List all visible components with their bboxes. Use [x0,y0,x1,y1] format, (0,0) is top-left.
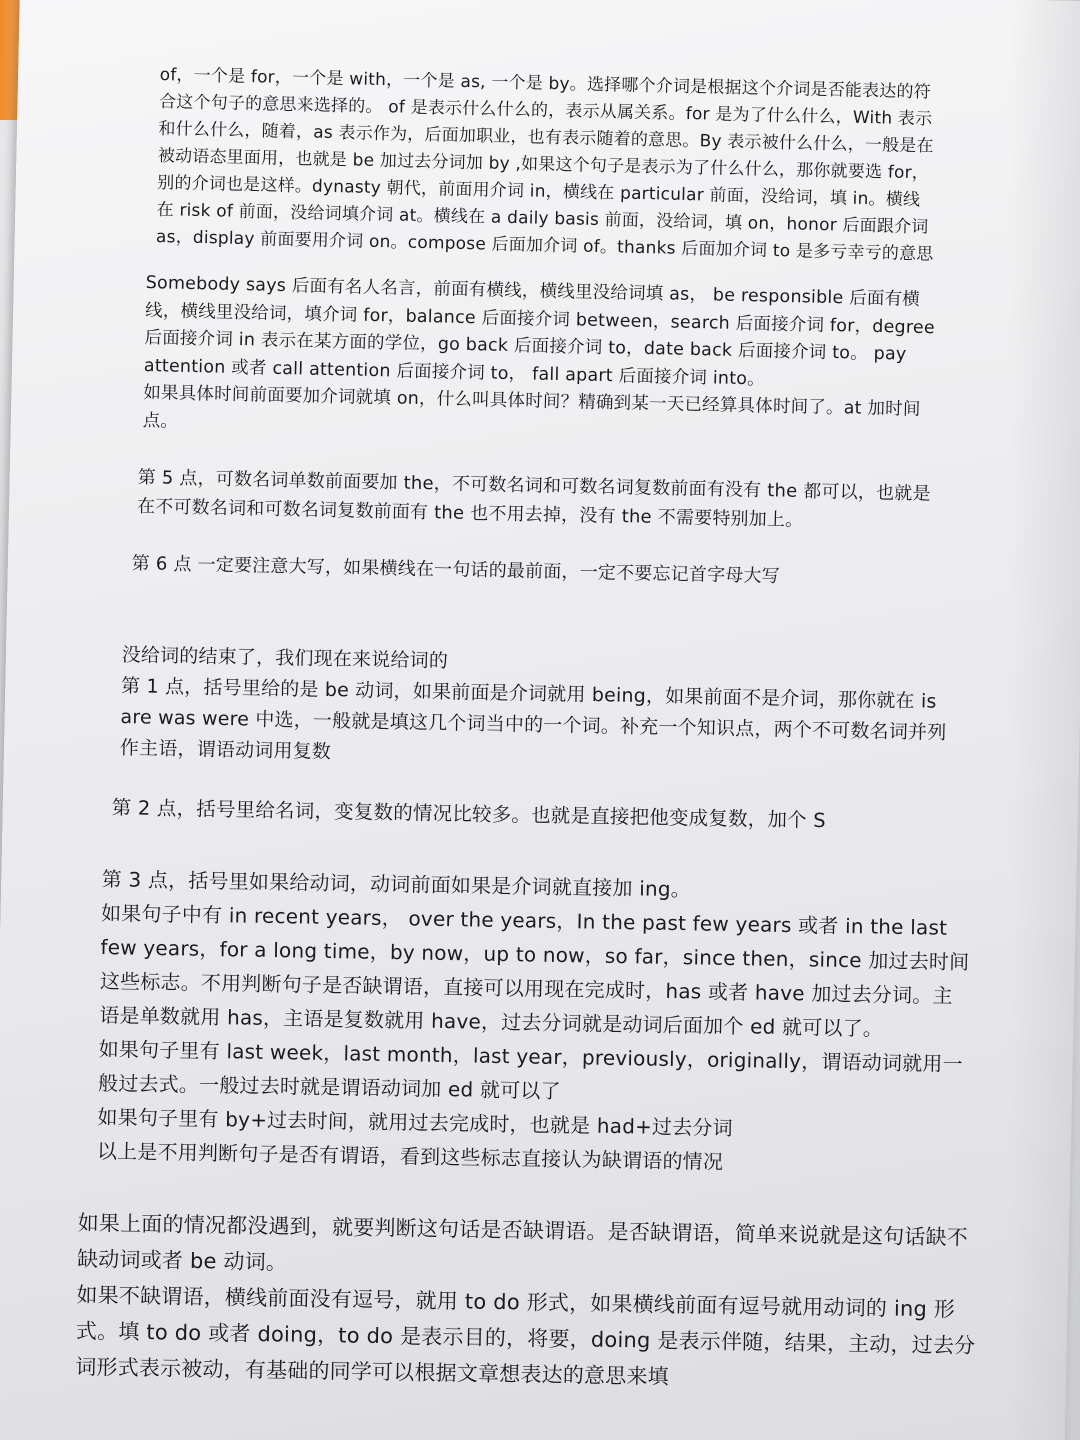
summary-text: 以上是不用判断句子是否有谓语，看到这些标志直接认为缺谓语的情况 [96,1138,724,1174]
given-words-section [120,640,962,780]
collocations-text: Somebody says 后面有名人名言，前面有横线，横线里没给词填 as， be responsible 后面有横线，横线里没给词，填介词 for，balance 后面接介词 between，search 后面接介词 for，degree 后面接介词 in 表示在某方面的学位，go back 后面接介词 to，date back 后面接介词 to。 pay attention 或者 call attention 后面接介词 to， fall apart 后面接介词 into。 [143,272,936,390]
predicate-check-text: 如果上面的情况都没遇到，就要判断这句话是否缺谓语。是否缺谓语，简单来说就是这句话缺不缺动词或者 be 动词。 [76,1210,969,1275]
page-shadow [1010,0,1080,1440]
collocations-paragraph [142,270,945,452]
prepositions-paragraph [156,62,940,269]
non-predicate-text: 如果不缺谓语，横线前面没有逗号，就用 to do 形式，如果横线前面有逗号就用动词的 ing 形式。填 to do 或者 doing，to do 是表示目的，将要，doing 是表示伴随，结果，主动，过去分词形式表示被动，有基础的同学可以根据文章想表达的意思来填 [75,1282,976,1389]
predicate-section [75,1205,988,1400]
point-5-text: 第 5 点，可数名词单数前面要加 the，不可数名词和可数名词复数前面有没有 the 都可以，也就是在不可数名词和可数名词复数前面有 the 也不用去掉，没有 the 不需要特别加上。 [136,466,931,531]
past-perfect-text: 如果句子里有 by+过去时间，就用过去完成时，也就是 had+过去分词 [97,1104,734,1141]
given-words-intro: 没给词的结束了，我们现在来说给词的 [121,643,449,673]
time-prepositions-text: 如果具体时间前面要加介词就填 on，什么叫具体时间？精确到某一天已经算具体时间了。at 加时间点。 [142,382,921,432]
point-6-text: 第 6 点 一定要注意大写，如果横线在一句话的最前面，一定不要忘记首字母大写 [131,552,781,588]
simple-past-text: 如果句子里有 last week，last month，last year，previously，originally，谓语动词就用一般过去式。一般过去时就是谓语动词加 ed 就可以了 [97,1036,964,1104]
given-point-1-text: 第 1 点，括号里给的是 be 动词，如果前面是介词就用 being，如果前面不是介词，那你就在 is are was were 中选，一般就是填这几个词当中的一个词。补充一个知识点，两个不可数名词并列作主语，谓语动词用复数 [119,674,947,764]
prepositions-text: of，一个是 for，一个是 with，一个是 as, 一个是 by。选择哪个介词是根据这个介词是否能表达的符合这个句子的意思来选择的。 of 是表示什么什么的，表示从属关系。for 是为了什么什么，With 表示和什么什么，随着，as 表示作为，后面加职业，也有表示随着的意思。By 表示被什么什么，一般是在被动语态里面用，也就是 be 加过去分词加 by ,如果这个句子是表示为了什么什么，那你就要选 for，别的介词也是这样。dynasty 朝代，前面用介词 in，横线在 particular 前面，没给词，填 in。横线在 risk of 前面，没给词填介词 at。横线在 a daily basis 前面，没给词，填 on，honor 后面跟介词 as，display 前面要用介词 on。compose 后面加介词 of。thanks 后面加介词 to 是多亏幸亏的意思 [155,64,934,265]
given-point-2-text: 第 2 点，括号里给名词，变复数的情况比较多。也就是直接把他变成复数，加个 S [111,795,827,833]
given-point-3-section [97,862,972,1183]
present-perfect-text: 如果句子中有 in recent years， over the years，In the past few years 或者 in the last few years，for a long time，by now，up to now，so far，since then，since 加过去时间这些标志。不用判断句子是否缺谓语，直接可以用现在完成时，has 或者 have 加过去分词。主语是单数就用 has，主语是复数就用 have，过去分词就是动词后面加个 ed 就可以了。 [99,900,970,1041]
given-point-3-text: 第 3 点，括号里如果给动词，动词前面如果是介词就直接加 ing。 [101,866,692,902]
